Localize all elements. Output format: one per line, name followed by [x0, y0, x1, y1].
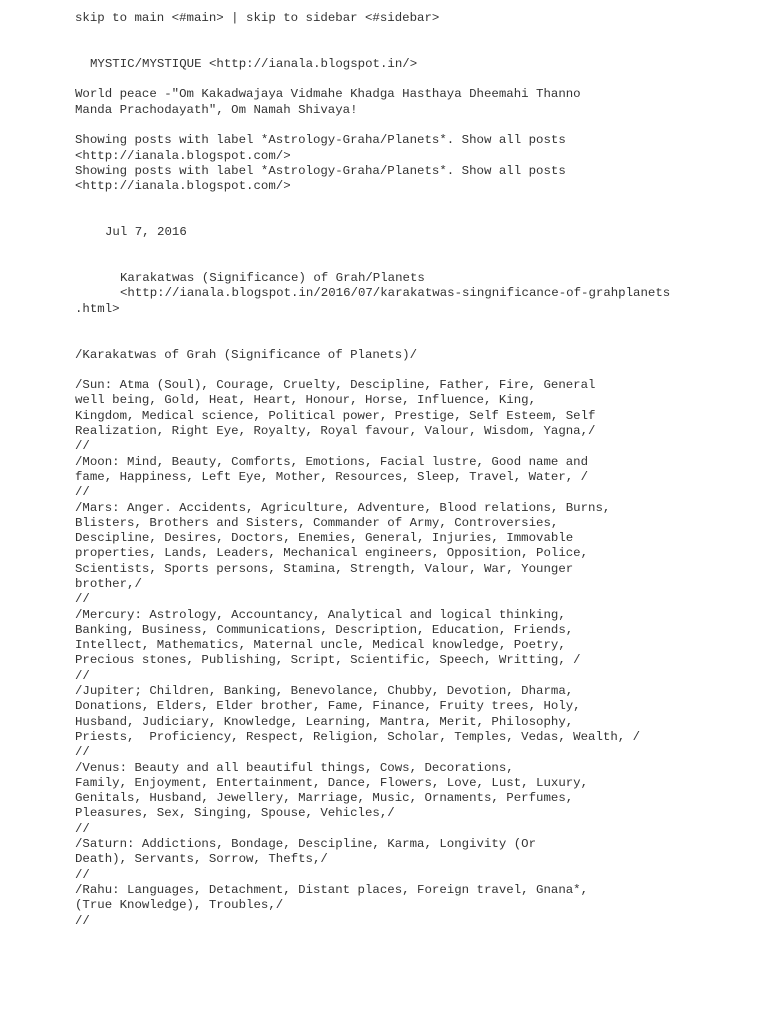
post-body-line: Realization, Right Eye, Royalty, Royal favour, Valour, Wisdom, Yagna,/ — [75, 424, 596, 439]
post-body-line: Descipline, Desires, Doctors, Enemies, General, Injuries, Immovable — [75, 531, 574, 546]
post-body-line: /Venus: Beauty and all beautiful things, Cows, Decorations, — [75, 760, 514, 775]
post-body-line: /Moon: Mind, Beauty, Comforts, Emotions, Facial lustre, Good name and — [75, 454, 589, 469]
post-body-line: Donations, Elders, Elder brother, Fame, Finance, Fruity trees, Holy, — [75, 699, 581, 714]
post-title-link[interactable]: Karakatwas (Significance) of Grah/Planets — [120, 271, 425, 286]
post-body-line: Banking, Business, Communications, Description, Education, Friends, — [75, 622, 574, 637]
spacer — [75, 26, 755, 57]
post-url-link[interactable]: <http://ianala.blogspot.in/2016/07/karakatwas-singnificance-of-grahplanets — [120, 286, 671, 301]
post-body-line: // — [75, 668, 90, 683]
post-body-line: well being, Gold, Heat, Heart, Honour, Horse, Influence, King, — [75, 393, 537, 408]
post-body-line: /Mars: Anger. Accidents, Agriculture, Adventure, Blood relations, Burns, — [75, 500, 611, 515]
blog-description-line: World peace -"Om Kakadwajaya Vidmahe Khadga Hasthaya Dheemahi Thanno — [75, 87, 581, 102]
skip-nav — [75, 11, 755, 26]
post-body-line: Scientists, Sports persons, Stamina, Strength, Valour, War, Younger — [75, 561, 574, 576]
post-body — [75, 378, 755, 929]
post-body-line: /Saturn: Addictions, Bondage, Descipline, Karma, Longivity (Or — [75, 837, 537, 852]
blog-title-link[interactable]: MYSTIC/MYSTIQUE <http://ianala.blogspot.in/> — [90, 56, 418, 71]
blog-description-line: Manda Prachodayath", Om Namah Shivaya! — [75, 102, 358, 117]
post-body-line: Family, Enjoyment, Entertainment, Dance, Flowers, Love, Lust, Luxury, — [75, 775, 589, 790]
post-body-line: properties, Lands, Leaders, Mechanical engineers, Opposition, Police, — [75, 546, 589, 561]
post-body-line: Precious stones, Publishing, Script, Scientific, Speech, Writting, / — [75, 653, 581, 668]
post-body-line: /Rahu: Languages, Detachment, Distant places, Foreign travel, Gnana*, — [75, 882, 589, 897]
skip-to-main-link[interactable]: skip to main <#main> — [75, 11, 224, 25]
show-all-posts-link[interactable]: <http://ianala.blogspot.com/> — [75, 148, 291, 163]
skip-to-sidebar-link[interactable]: skip to sidebar <#sidebar> — [246, 11, 440, 25]
post-body-line: Pleasures, Sex, Singing, Spouse, Vehicles,/ — [75, 806, 395, 821]
post-url-link-continued[interactable]: .html> — [75, 301, 120, 316]
label-notice-line: Showing posts with label *Astrology-Graha/Planets*. Show all posts — [75, 133, 566, 148]
post-body-line: (True Knowledge), Troubles,/ — [75, 898, 284, 913]
skip-nav-separator: | — [223, 11, 247, 25]
show-all-posts-link[interactable]: <http://ianala.blogspot.com/> — [75, 179, 291, 194]
post-body-line: fame, Happiness, Left Eye, Mother, Resources, Sleep, Travel, Water, / — [75, 469, 589, 484]
document — [75, 11, 755, 929]
post-body-line: Genitals, Husband, Jewellery, Marriage, Music, Ornaments, Perfumes, — [75, 791, 574, 806]
spacer — [75, 118, 755, 133]
spacer — [75, 363, 755, 378]
post-body-line: /Mercury: Astrology, Accountancy, Analytical and logical thinking, — [75, 607, 566, 622]
post-body-line: Priests, Proficiency, Respect, Religion, Scholar, Temples, Vedas, Wealth, / — [75, 729, 641, 744]
post-title-block — [75, 271, 755, 317]
post-body-line: // — [75, 485, 90, 500]
post-body-line: // — [75, 867, 90, 882]
post-body-line: /Jupiter; Children, Banking, Benevolance, Chubby, Devotion, Dharma, — [75, 684, 574, 699]
label-notice-line: Showing posts with label *Astrology-Graha/Planets*. Show all posts — [75, 163, 566, 178]
blog-description — [75, 87, 755, 118]
spacer — [75, 72, 755, 87]
post-body-line: Blisters, Brothers and Sisters, Commander of Army, Controversies, — [75, 515, 559, 530]
post-date: Jul 7, 2016 — [105, 225, 187, 240]
post-body-line: Kingdom, Medical science, Political power, Prestige, Self Esteem, Self — [75, 408, 596, 423]
post-body-line: Husband, Judiciary, Knowledge, Learning, Mantra, Merit, Philosophy, — [75, 714, 574, 729]
label-notice — [75, 133, 755, 194]
post-body-line: // — [75, 745, 90, 760]
post-body-line: // — [75, 913, 90, 928]
post-body-line: // — [75, 439, 90, 454]
post-body-line: /Sun: Atma (Soul), Courage, Cruelty, Descipline, Father, Fire, General — [75, 378, 596, 393]
post-body-line: Death), Servants, Sorrow, Thefts,/ — [75, 852, 328, 867]
post-body-line: // — [75, 592, 90, 607]
spacer — [75, 317, 755, 348]
spacer — [75, 240, 755, 271]
post-heading: /Karakatwas of Grah (Significance of Planets)/ — [75, 347, 418, 362]
post-body-line: brother,/ — [75, 576, 142, 591]
post-body-line: Intellect, Mathematics, Maternal uncle, Medical knowledge, Poetry, — [75, 638, 566, 653]
post-body-line: // — [75, 821, 90, 836]
spacer — [75, 195, 755, 226]
